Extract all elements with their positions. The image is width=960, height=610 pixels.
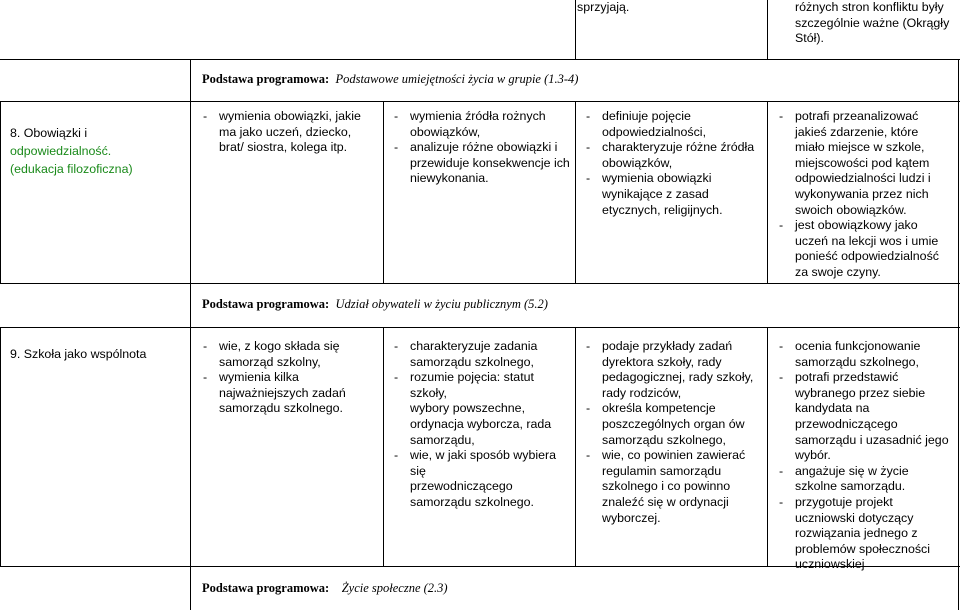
core-curriculum-label: Podstawa programowa:	[202, 581, 330, 595]
border-line	[190, 283, 191, 328]
border-line	[0, 101, 1, 284]
list-item: - charakteryzuje różne źródła obowiązków,	[585, 140, 765, 171]
border-line	[190, 101, 191, 284]
border-line	[575, 327, 576, 567]
border-line	[575, 0, 576, 60]
border-line	[958, 327, 959, 567]
list-item: - wie, co powinien zawierać regulamin samorządu szkolnego i co powinno znaleźć się w ordynacji wyborczej.	[585, 448, 765, 526]
border-line	[383, 327, 384, 567]
top-cell-col5: różnych stron konfliktu były szczególnie ważne (Okrągły Stół).	[795, 0, 950, 46]
border-line	[0, 327, 960, 328]
core-curriculum-3	[202, 581, 448, 596]
row9-col2	[393, 339, 574, 511]
list-item: - wymienia obowiązki wynikające z zasad etycznych, religijnych.	[585, 171, 765, 218]
core-curriculum-value: Życie społeczne (2.3)	[341, 581, 448, 595]
list-item: - wymienia kilka najważniejszych zadań samorządu szkolnego.	[202, 370, 382, 417]
list-item: - wie, w jaki sposób wybiera się przewodniczącego samorządu szkolnego.	[393, 448, 574, 510]
topic-line: odpowiedzialność.	[10, 144, 112, 158]
list-item: - jest obowiązkowy jako uczeń na lekcji wos i umie ponieść odpowiedzialność za swoje czyny.	[778, 218, 958, 280]
core-curriculum-value: Podstawowe umiejętności życia w grupie (1.3-4)	[335, 72, 579, 86]
topic-line: (edukacja filozoficzna)	[10, 162, 133, 176]
list-item: - angażuje się w życie szkolne samorządu.	[778, 464, 958, 495]
border-line	[0, 283, 960, 284]
row9-col4	[778, 339, 958, 573]
border-line	[190, 59, 191, 102]
list-item: - analizuje różne obowiązki i przewiduje konsekwencje ich niewykonania.	[393, 140, 573, 187]
list-item: - ocenia funkcjonowanie samorządu szkolnego,	[778, 339, 958, 370]
border-line	[0, 327, 1, 567]
core-curriculum-label: Podstawa programowa:	[202, 72, 330, 86]
row8-col4	[778, 109, 958, 281]
core-curriculum-2	[202, 297, 548, 312]
border-line	[958, 59, 959, 102]
row9-topic: 9. Szkoła jako wspólnota	[10, 347, 147, 361]
list-item: - definiuje pojęcie odpowiedzialności,	[585, 109, 765, 140]
border-line	[767, 0, 768, 60]
core-curriculum-1	[202, 72, 578, 87]
list-item: - potrafi przedstawić wybranego przez siebie kandydata na przewodniczącego samorządu i uzasadnić jego wybór.	[778, 370, 958, 464]
list-item: - charakteryzuje zadania samorządu szkolnego,	[393, 339, 574, 370]
list-item: - wie, z kogo składa się samorząd szkolny,	[202, 339, 382, 370]
border-line	[575, 101, 576, 284]
list-item: - wymienia źródła rożnych obowiązków,	[393, 109, 573, 140]
list-item: - potrafi przeanalizować jakieś zdarzenie, które miało miejsce w szkole, miejscowości pod kątem odpowiedzialności ludzi i wykonywania przez nich swoich obowiązków.	[778, 109, 958, 218]
border-line	[767, 101, 768, 284]
topic-line: 8. Obowiązki i	[10, 126, 88, 140]
list-item: - rozumie pojęcia: statut szkoły, wybory powszechne, ordynacja wyborcza, rada samorządu,	[393, 370, 574, 448]
row8-col2	[393, 109, 573, 187]
row8-col1	[202, 109, 382, 156]
border-line	[767, 327, 768, 567]
border-line	[383, 101, 384, 284]
list-item: - przygotuje projekt uczniowski dotyczący rozwiązania jednego z problemów społeczności uczniowskiej	[778, 495, 958, 573]
row8-topic	[10, 124, 185, 178]
list-item: - określa kompetencje poszczególnych organ ów samorządu szkolnego,	[585, 401, 765, 448]
core-curriculum-label: Podstawa programowa:	[202, 297, 330, 311]
row8-col3	[585, 109, 765, 218]
border-line	[0, 101, 960, 102]
row9-col3	[585, 339, 765, 526]
top-cell-col2: sprzyjają.	[577, 0, 630, 14]
border-line	[958, 283, 959, 328]
row9-col1	[202, 339, 382, 417]
core-curriculum-value: Udział obywateli w życiu publicznym (5.2)	[335, 297, 548, 311]
border-line	[190, 566, 191, 610]
border-line	[958, 101, 959, 284]
border-line	[0, 59, 960, 60]
list-item: - wymienia obowiązki, jakie ma jako uczeń, dziecko, brat/ siostra, kolega itp.	[202, 109, 382, 156]
border-line	[190, 327, 191, 567]
border-line	[958, 566, 959, 610]
list-item: - podaje przykłady zadań dyrektora szkoły, rady pedagogicznej, rady szkoły, rady rodziców,	[585, 339, 765, 401]
